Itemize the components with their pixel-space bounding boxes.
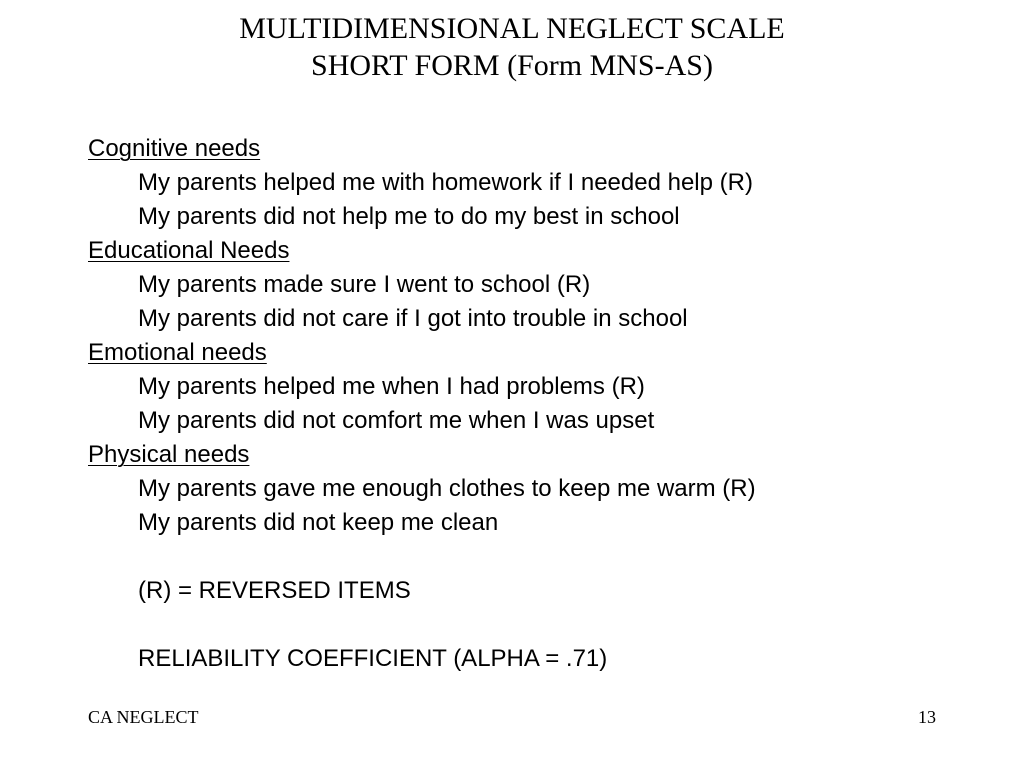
section-heading-educational: Educational Needs [88, 237, 290, 264]
list-item: My parents helped me with homework if I needed help (R) [138, 169, 753, 196]
slide-body [88, 132, 988, 676]
title-line-2: SHORT FORM (Form MNS-AS) [311, 49, 713, 82]
reliability-note: RELIABILITY COEFFICIENT (ALPHA = .71) [138, 645, 608, 672]
page-number: 13 [918, 707, 936, 727]
spacer [88, 540, 988, 574]
list-item: My parents made sure I went to school (R) [138, 271, 591, 298]
spacer [88, 608, 988, 642]
list-item: My parents did not keep me clean [138, 509, 499, 536]
footer-label: CA NEGLECT [88, 707, 199, 727]
list-item: My parents helped me when I had problems (R) [138, 373, 645, 400]
list-item: My parents did not comfort me when I was upset [138, 407, 655, 434]
section-heading-emotional: Emotional needs [88, 339, 267, 366]
list-item: My parents did not care if I got into trouble in school [138, 305, 688, 332]
reversed-items-note: (R) = REVERSED ITEMS [138, 577, 411, 604]
section-heading-cognitive: Cognitive needs [88, 135, 261, 162]
list-item: My parents did not help me to do my best in school [138, 203, 680, 230]
section-heading-physical: Physical needs [88, 441, 250, 468]
title-line-1: MULTIDIMENSIONAL NEGLECT SCALE [239, 12, 785, 45]
list-item: My parents gave me enough clothes to keep me warm (R) [138, 475, 756, 502]
slide-title [0, 10, 1024, 84]
